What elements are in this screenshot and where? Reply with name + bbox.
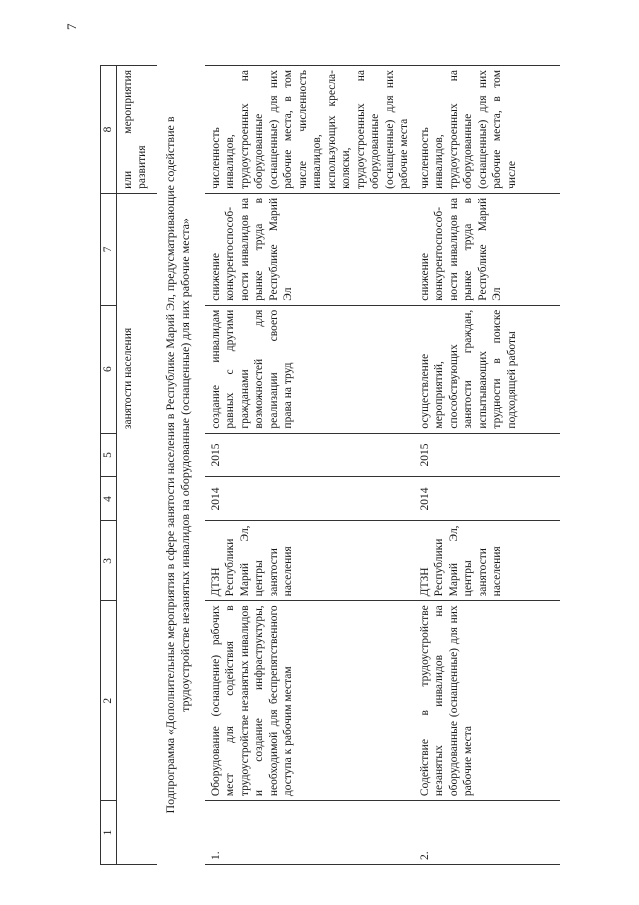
col-header-7: 7 <box>101 193 117 305</box>
row-executor: ДТЗН Республики Марий Эл, центры занятости населения <box>205 521 414 601</box>
col-header-3: 3 <box>101 521 117 601</box>
page-number: 7 <box>64 23 79 30</box>
table-row <box>205 66 414 865</box>
row-consequence: снижение конкурентоспособ-ности инвалидов на рынке труда в Республике Марий Эл <box>414 193 560 305</box>
col-header-2: 2 <box>101 601 117 801</box>
column-header-row <box>101 66 117 865</box>
subprogram-row <box>157 66 205 865</box>
row-start-year: 2014 <box>414 477 560 521</box>
row-number: 2. <box>414 801 560 865</box>
subprogram-title: Подпрограмма «Дополнительные мероприятия в сфере занятости населения в Республике Марий Эл, предусматривающие содействие в трудоустройстве незанятых инвалидов на оборудованные (оснащенные) для них рабочие места» <box>162 116 192 814</box>
continuation-row <box>116 66 157 865</box>
col-header-6: 6 <box>101 305 117 433</box>
row-end-year: 2015 <box>414 433 560 477</box>
col-header-5: 5 <box>101 433 117 477</box>
row-measure-name: Содействие в трудоустройстве незанятых инвалидов на оборудованные (оснащенные) для них рабочие места <box>414 601 560 801</box>
activities-table <box>100 65 560 865</box>
row-start-year: 2014 <box>205 477 414 521</box>
row-indicator: численность инвалидов, трудоустроенных на оборудованные (оснащенные) для них рабочие места, в том числе численность инвалидов, использующих кресла-коляски, трудоустроенных на оборудованные (оснащенные) для них рабочие места <box>205 66 414 194</box>
continuation-col8: или мероприятия развития <box>116 66 157 194</box>
row-consequence: снижение конкурентоспособ-ности инвалидов на рынке труда в Республике Марий Эл <box>205 193 414 305</box>
continuation-col6: занятости населения <box>121 327 134 430</box>
col-header-8: 8 <box>101 66 117 194</box>
table-row <box>414 66 560 865</box>
row-executor: ДТЗН Республики Марий Эл, центры занятости населения <box>414 521 560 601</box>
col-header-1: 1 <box>101 801 117 865</box>
row-indicator: численность инвалидов, трудоустроенных на оборудованные (оснащенные) для них рабочие места, в том числе <box>414 66 560 194</box>
row-expected-result: осуществление мероприятий, способствующих занятости граждан, испытывающих трудности в поиске подходящей работы <box>414 305 560 433</box>
col-header-4: 4 <box>101 477 117 521</box>
row-end-year: 2015 <box>205 433 414 477</box>
row-expected-result: создание инвалидам равных с другими гражданами возможностей для реализации своего права на труд <box>205 305 414 433</box>
row-number: 1. <box>205 801 414 865</box>
row-measure-name: Оборудование (оснащение) рабочих мест для содействия в трудоустройстве незанятых инвалидов и создание инфраструктуры, необходимой для беспрепятственного доступа к рабочим местам <box>205 601 414 801</box>
rotated-page-content <box>100 65 620 865</box>
